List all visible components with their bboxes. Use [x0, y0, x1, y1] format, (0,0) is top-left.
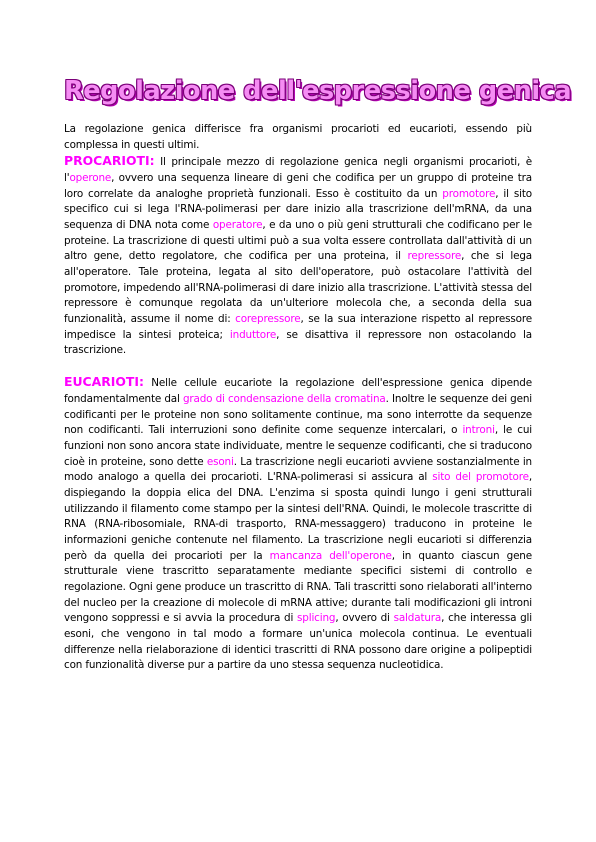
paragraph-text: Nelle cellule eucariote la regolazione dell'espressione genica dipende fondamentalmente dal [64, 377, 532, 405]
eucarioti-heading: EUCARIOTI: [64, 374, 144, 390]
paragraph-text: , che interessa gli esoni, che vengono in tal modo a formare un'unica molecola continua. Le eventuali differenze nella rielaborazione di identici trascritti di RNA possono dare origine a polipeptidi con funzionalità diverse pur a partire da uno stessa sequenza nucleotidica. [64, 612, 532, 672]
eucarioti-paragraph [64, 374, 532, 673]
keyword-induttore: induttore [229, 328, 277, 341]
document-body [64, 122, 532, 674]
paragraph-text: , le cui funzioni non sono ancora state individuate, mentre le sequenze codificanti, che si traducono cioè in proteine, sono dette [64, 424, 532, 468]
paragraph-text: , se la sua interazione rispetto al repressore impedisce la sintesi proteica; [64, 312, 532, 341]
procarioti-paragraph [64, 153, 532, 359]
paragraph-text: , ovvero una sequenza lineare di geni che codifica per un gruppo di proteine tra loro correlate da analoghe proprietà funzionali. Esso è costituito da un [64, 171, 532, 200]
keyword-saldatura: saldatura [393, 612, 442, 625]
procarioti-heading: PROCARIOTI: [64, 153, 155, 169]
keyword-sito-promotore: sito del promotore [432, 471, 529, 484]
keyword-introni: introni [462, 424, 495, 437]
paragraph-text: , ovvero di [335, 612, 394, 625]
keyword-promotore: promotore [442, 187, 496, 200]
paragraph-text: , che si lega all'operatore. Tale proteina, legata al sito dell'operatore, può ostacolare l'attività del promotore, impedendo all'RNA-polimerasi di dare inizio alla trascrizione. L'attività stessa del repressore è comunque regolata da un'ulteriore molecola che, a seconda della sua funzionalità, assume il nome di: [64, 250, 533, 325]
keyword-esoni: esoni [206, 455, 234, 468]
paragraph-text: , dispiegando la doppia elica del DNA. L'enzima si sposta quindi lungo i geni strutturali utilizzando il filamento come stampo per la sintesi dell'RNA. Quindi, le molecole trascritte di RNA (RNA-ribosomiale, RNA-di trasporto, RNA-messaggero) traducono in proteine le informazioni geniche contenute nel filamento. La trascrizione negli eucarioti si differenzia però da quella dei procarioti per la [64, 471, 533, 562]
keyword-repressore: repressore [407, 250, 462, 263]
paragraph-text: , in quanto ciascun gene strutturale viene trascritto separatamente mediante specifici sistemi di controllo e regolazione. Ogni gene produce un trascritto di RNA. Tali trascritti sono rielaborati all'interno del nucleo per la creazione di molecole di mRNA attive; durante tali modificazioni gli introni vengono soppressi e si avvia la procedura di [64, 549, 532, 625]
intro-paragraph: La regolazione genica differisce fra organismi procarioti ed eucarioti, essendo più complessa in questi ultimi. [64, 123, 532, 151]
paragraph-text: Il principale mezzo di regolazione genica negli organismi procarioti, è l' [64, 156, 532, 184]
keyword-operone: operone [69, 171, 112, 184]
paragraph-text: . Inoltre le sequenze dei geni codificanti per le proteine non sono solitamente continue, ma sono interrotte da sequenze non codificanti. Tali interruzioni sono definite come sequenze intercalari, o [64, 393, 532, 437]
page-title: Regolazione dell'espressione genica [64, 76, 572, 106]
keyword-splicing: splicing [297, 612, 336, 625]
keyword-mancanza-operone: mancanza dell'operone [269, 549, 392, 562]
paragraph-text: , e da uno o più geni strutturali che codificano per le proteine. La trascrizione di questi ultimi può a sua volta essere controllata dall'attività di un altro gene, detto regolatore, che codifica per una proteina, il [64, 218, 532, 263]
paragraph-text: . La trascrizione negli eucarioti avviene sostanzialmente in modo analogo a quella dei procarioti. L'RNA-polimerasi si assicura al [64, 455, 532, 484]
keyword-corepressore: corepressore [235, 312, 301, 325]
keyword-operatore: operatore [212, 218, 263, 231]
paragraph-text: , se disattiva il repressore non ostacolando la trascrizione. [64, 328, 532, 357]
keyword-cromatina: grado di condensazione della cromatina [182, 393, 386, 405]
paragraph-text: , il sito specifico cui si lega l'RNA-polimerasi per dare inizio alla trascrizione dell'mRNA, da una sequenza di DNA nota come [64, 187, 532, 231]
paragraph-spacer [64, 359, 532, 375]
